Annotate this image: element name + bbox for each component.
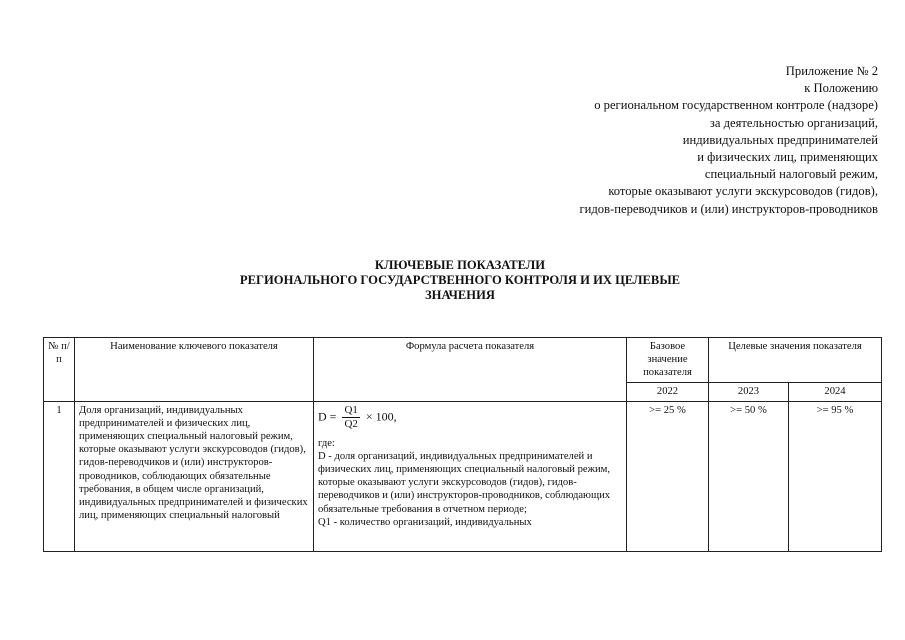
header-target: Целевые значения показателя: [709, 338, 882, 383]
annex-line: индивидуальных предпринимателей: [682, 132, 878, 147]
formula-fraction: [342, 404, 359, 431]
row-formula: [314, 401, 627, 551]
annex-line: специальный налоговый режим,: [704, 167, 878, 182]
annex-line: и физических лиц, применяющих: [697, 150, 878, 165]
row-num: 1: [44, 401, 75, 551]
formula-numerator: Q1: [344, 403, 358, 416]
annex-line: Приложение № 2: [785, 64, 878, 78]
title-line: КЛЮЧЕВЫЕ ПОКАЗАТЕЛИ: [374, 258, 546, 272]
formula-lhs: D =: [318, 408, 337, 423]
annex-line: за деятельностью организаций,: [709, 115, 878, 130]
document-title: [190, 258, 730, 303]
row-name: Доля организаций, индивидуальных предпринимателей и физических лиц, применяющих специальный налоговый режим, которые оказывают услуги экскурсоводов (гидов), гидов-переводчиков и (или) инструкторов-проводников, соблюдающих обязательные требования, в общем числе организаций, индивидуальных предпринимателей и физических лиц, применяющих специальный налоговый: [75, 401, 314, 551]
table-header-row: [44, 338, 882, 383]
header-num: № п/п: [44, 338, 75, 402]
header-name: Наименование ключевого показателя: [75, 338, 314, 402]
row-target-2023: >= 50 %: [709, 401, 789, 551]
formula-where: где:: [318, 437, 335, 449]
kpi-table: [43, 337, 882, 552]
formula-rhs: × 100,: [365, 408, 397, 423]
annex-header: [579, 63, 878, 218]
annex-line: к Положению: [804, 81, 878, 96]
annex-line: которые оказывают услуги экскурсоводов (гидов),: [608, 184, 878, 199]
header-base: Базовое значение показателя: [627, 338, 709, 383]
row-target-2024: >= 95 %: [789, 401, 882, 551]
title-line: ЗНАЧЕНИЯ: [425, 288, 495, 302]
year-base: 2022: [627, 382, 709, 401]
title-line: РЕГИОНАЛЬНОГО ГОСУДАРСТВЕННОГО КОНТРОЛЯ И ИХ ЦЕЛЕВЫЕ: [239, 273, 681, 287]
header-formula: Формула расчета показателя: [314, 338, 627, 402]
formula-desc-q1: Q1 - количество организаций, индивидуальных: [318, 516, 532, 528]
table-row: [44, 401, 882, 551]
row-base-value: >= 25 %: [627, 401, 709, 551]
annex-line: гидов-переводчиков и (или) инструкторов-проводников: [579, 201, 878, 216]
formula-denominator: Q2: [344, 417, 358, 430]
annex-line: о региональном государственном контроле (надзоре): [594, 98, 878, 113]
year-2023: 2023: [709, 382, 789, 401]
formula-expression: [318, 404, 622, 431]
formula-desc-d: D - доля организаций, индивидуальных предпринимателей и физических лиц, применяющих специальный налоговый режим, которые оказывают услуги экскурсоводов (гидов), гидов-переводчиков и (или) инструкторов-проводников, соблюдающих обязательные требования в отчетном периоде;: [318, 450, 611, 515]
year-2024: 2024: [789, 382, 882, 401]
